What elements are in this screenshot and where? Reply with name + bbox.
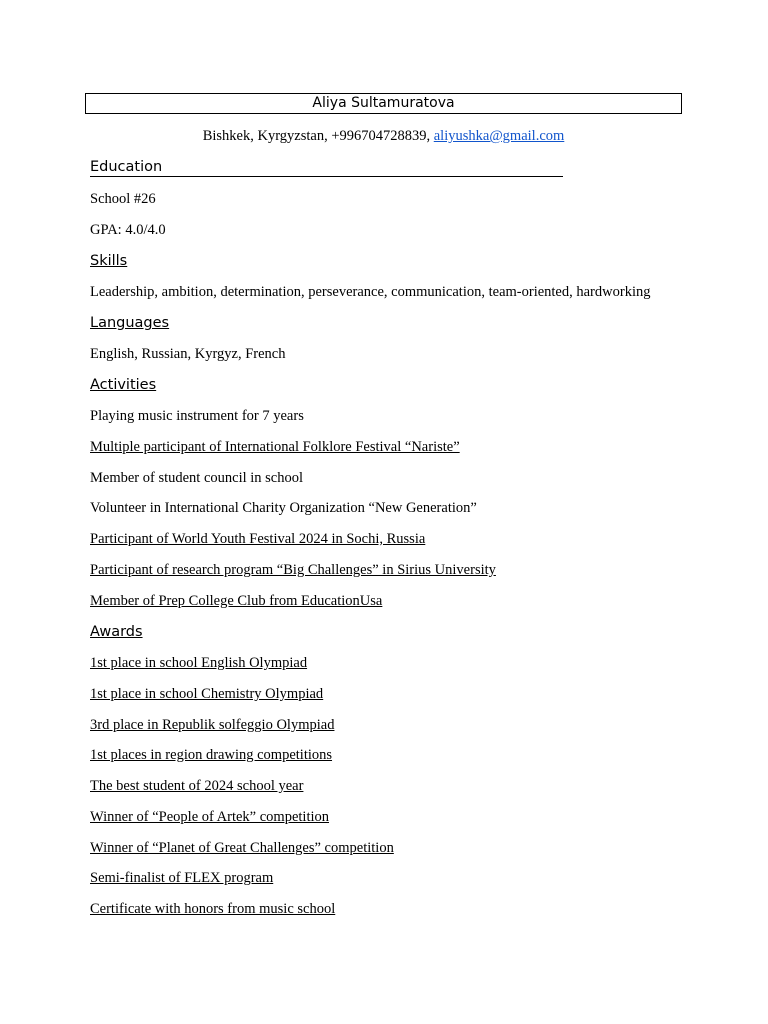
languages-heading: Languages (90, 315, 170, 331)
award-item: 1st place in school Chemistry Olympiad (90, 686, 324, 702)
activity-item: Member of Prep College Club from EducationUsa (90, 593, 383, 609)
award-item: Certificate with honors from music school (90, 901, 336, 917)
activity-item: Participant of World Youth Festival 2024 in Sochi, Russia (90, 531, 426, 547)
activity-item: Playing music instrument for 7 years (90, 408, 304, 424)
award-item: 1st place in school English Olympiad (90, 655, 308, 671)
languages-list: English, Russian, Kyrgyz, French (90, 346, 286, 362)
education-heading: Education (90, 159, 563, 177)
activity-item: Multiple participant of International Folklore Festival “Nariste” (90, 439, 460, 455)
education-school: School #26 (90, 191, 156, 207)
award-item: The best student of 2024 school year (90, 778, 304, 794)
education-gpa: GPA: 4.0/4.0 (90, 222, 166, 238)
activities-heading: Activities (90, 377, 157, 393)
award-item: 3rd place in Republik solfeggio Olympiad (90, 717, 335, 733)
award-item: 1st places in region drawing competitions (90, 747, 333, 763)
activity-item: Member of student council in school (90, 470, 304, 486)
contact-line (85, 127, 682, 145)
award-item: Winner of “Planet of Great Challenges” competition (90, 840, 394, 856)
activity-item: Participant of research program “Big Challenges” in Sirius University (90, 562, 496, 578)
award-item: Semi-finalist of FLEX program (90, 870, 274, 886)
skills-heading: Skills (90, 253, 128, 269)
award-item: Winner of “People of Artek” competition (90, 809, 329, 825)
email-link[interactable]: aliyushka@gmail.com (433, 128, 565, 144)
awards-heading: Awards (90, 624, 143, 640)
skills-list: Leadership, ambition, determination, perseverance, communication, team-oriented, hardworking (90, 284, 651, 300)
activity-item: Volunteer in International Charity Organization “New Generation” (90, 500, 477, 516)
contact-text: Bishkek, Kyrgyzstan, +996704728839, (202, 128, 434, 144)
applicant-name: Aliya Sultamuratova (85, 93, 682, 114)
